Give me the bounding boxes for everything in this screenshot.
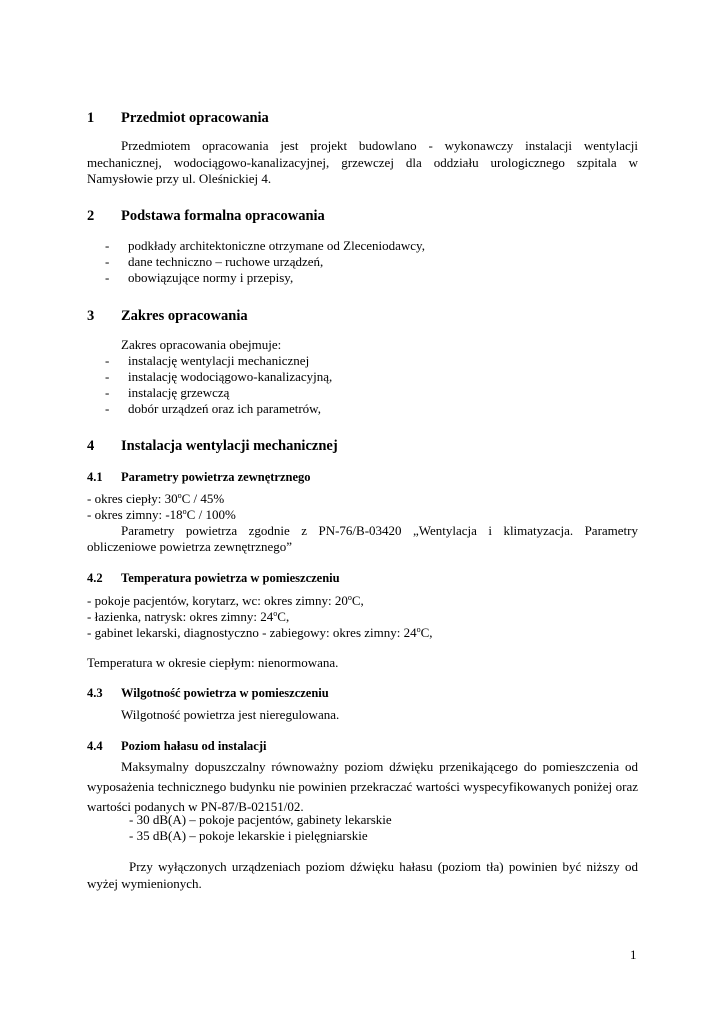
- subsection-title: Poziom hałasu od instalacji: [121, 739, 267, 753]
- section-number: 1: [87, 110, 95, 126]
- outdoor-summer-param: - okres ciepły: 30$^o$C / 45%: [87, 491, 225, 506]
- subsection-title: Wilgotność powietrza w pomieszczeniu: [121, 686, 329, 700]
- subsection-4-4-text: Maksymalny dopuszczalny równoważny poziom dźwięku przenikającego do pomieszczenia od wyposażenia technicznego budynku nie powinien przekraczać wartości wyspecyfikowanych poniżej oraz wartości podanych w PN-87/B-02151/02.: [87, 759, 638, 814]
- list-item-text: podkłady architektoniczne otrzymane od Zleceniodawcy,: [128, 238, 425, 253]
- list-item-text: instalację wentylacji mechanicznej: [128, 353, 310, 368]
- temp-room-2: - łazienka, natrysk: okres zimny: 24$^o$C,: [87, 609, 290, 624]
- list-item-text: instalację grzewczą: [128, 385, 230, 400]
- section-number: 2: [87, 208, 95, 224]
- document-page: 1 Przedmiot opracowania Przedmiotem opracowania jest projekt budowlano - wykonawczy instalacji wentylacji mechanicznej, wodociągowo-kanalizacyjnej, grzewczej dla oddziału urologicznego szpitala w Namysłowie przy ul. Oleśnickiej 4. 2 Podstawa formalna opracowania - podkłady architektoniczne otrzymane od Zleceniodawcy, - dane techniczno – ruchowe urządzeń, - obowiązujące normy i przepisy, 3 Zakres opracowania Zakres opracowania obejmuje: - instalację wentylacji mechanicznej - instalację wodociągowo-kanalizacyjną, - instalację grzewczą - dobór urządzeń oraz ich parametrów, 4 Instalacja wentylacji mechanicznej 4.1 Parametry powietrza zewnętrznego - okres ciepły: 30$^o$C / 45% - okres zimny: -18$^o$C / 100% Parametry powietrza zgodnie z PN-76/B-03420 „Wentylacja i klimatyzacja. Parametry obliczeniowe powietrza zewnętrznego” 4.2 Temperatura powietrza w pomieszczeniu - pokoje pacjentów, korytarz, wc: okres zimny: 20$^o$C, - łazienka, natrysk: okres zimny: 24$^o$C, - gabinet lekarski, diagnostyczno - zabiegowy: okres zimny: 24$^o$C, Temperatura w okresie ciepłym: nienormowana. 4.3 Wilgotność powietrza w pomieszczeniu Wilgotność powietrza jest nieregulowana. 4.4 Poziom hałasu od instalacji Maksymalny dopuszczalny równoważny poziom dźwięku przenikającego do pomieszczenia od wyposażenia technicznego budynku nie powinien przekraczać wartości wyspecyfikowanych poniżej oraz wartości podanych w PN-87/B-02151/02. - 30 dB(A) – pokoje pacjentów, gabinety lekarskie - 35 dB(A) – pokoje lekarskie i pielęgniarskie Przy wyłączonych urządzeniach poziom dźwięku hałasu (poziom tła) powinien być niższy od wyżej wymienionych. 1: [87, 110, 638, 962]
- section-number: 3: [87, 308, 95, 324]
- section-title: Przedmiot opracowania: [121, 110, 269, 126]
- noise-level-item: - 30 dB(A) – pokoje pacjentów, gabinety lekarskie: [129, 812, 392, 827]
- noise-level-item: - 35 dB(A) – pokoje lekarskie i pielęgniarskie: [129, 828, 368, 843]
- list-item-text: instalację wodociągowo-kanalizacyjną,: [128, 369, 333, 384]
- subsection-number: 4.1: [87, 470, 103, 484]
- list-item-text: dane techniczno – ruchowe urządzeń,: [128, 254, 324, 269]
- subsection-title: Parametry powietrza zewnętrznego: [121, 470, 311, 484]
- section-1-text: Przedmiotem opracowania jest projekt budowlano - wykonawczy instalacji wentylacji mechanicznej, wodociągowo-kanalizacyjnej, grzewczej dla oddziału urologicznego szpitala w Namysłowie przy ul. Oleśnickiej 4.: [87, 138, 638, 186]
- section-number: 4: [87, 438, 95, 454]
- subsection-4-4-closing: Przy wyłączonych urządzeniach poziom dźwięku hałasu (poziom tła) powinien być niższy od wyżej wymienionych.: [87, 859, 638, 891]
- list-item-text: dobór urządzeń oraz ich parametrów,: [128, 401, 321, 416]
- section-title: Podstawa formalna opracowania: [121, 208, 325, 224]
- temp-room-1: - pokoje pacjentów, korytarz, wc: okres zimny: 20$^o$C,: [87, 593, 364, 608]
- section-title: Zakres opracowania: [121, 308, 248, 324]
- section-title: Instalacja wentylacji mechanicznej: [121, 438, 338, 454]
- subsection-title: Temperatura powietrza w pomieszczeniu: [121, 571, 340, 585]
- subsection-4-3-text: Wilgotność powietrza jest nieregulowana.: [121, 707, 340, 722]
- subsection-number: 4.3: [87, 686, 103, 700]
- summer-temp-note: Temperatura w okresie ciepłym: nienormowana.: [87, 655, 339, 670]
- outdoor-winter-param: - okres zimny: -18$^o$C / 100%: [87, 507, 236, 522]
- subsection-number: 4.2: [87, 571, 103, 585]
- temp-room-3: - gabinet lekarski, diagnostyczno - zabiegowy: okres zimny: 24$^o$C,: [87, 625, 433, 640]
- page-number: 1: [630, 947, 637, 962]
- section-3-intro: Zakres opracowania obejmuje:: [121, 337, 282, 352]
- subsection-number: 4.4: [87, 739, 103, 753]
- list-item-text: obowiązujące normy i przepisy,: [128, 270, 294, 285]
- subsection-4-1-text: Parametry powietrza zgodnie z PN-76/B-03420 „Wentylacja i klimatyzacja. Parametry obliczeniowe powietrza zewnętrznego”: [87, 523, 638, 554]
